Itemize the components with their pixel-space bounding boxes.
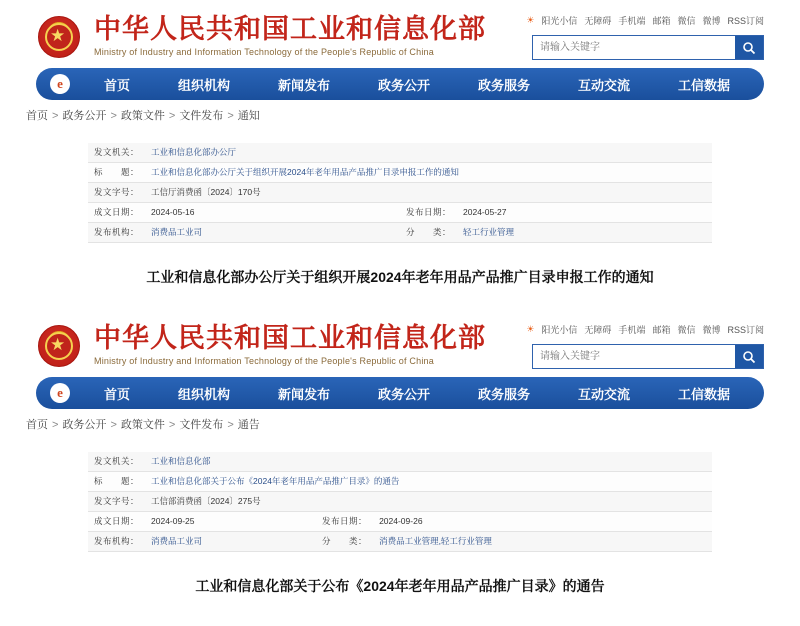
breadcrumb-item-4[interactable]: 文件发布 (179, 419, 224, 431)
search-input[interactable] (533, 36, 735, 59)
table-row (88, 452, 712, 472)
nav-item-organization[interactable]: 组织机构 (177, 386, 230, 402)
search-button[interactable] (735, 345, 763, 368)
top-link-mail[interactable]: 邮箱 (652, 16, 671, 26)
document-meta-wrapper (0, 143, 800, 243)
nav-item-interaction[interactable]: 互动交流 (577, 386, 630, 402)
top-link-weibo[interactable]: 微博 (702, 16, 721, 26)
top-links-2 (526, 323, 764, 336)
breadcrumb-item-4[interactable]: 文件发布 (179, 110, 224, 122)
top-links (526, 14, 764, 27)
table-row (88, 532, 712, 552)
site-header (0, 0, 800, 68)
search-bar-2 (532, 344, 764, 369)
nav-item-government-affairs-open[interactable]: 政务公开 (377, 386, 430, 402)
nav-item-home[interactable]: 首页 (103, 77, 130, 93)
document-block-1 (0, 0, 800, 287)
nav-item-news[interactable]: 新闻发布 (277, 386, 330, 402)
site-header-2 (0, 309, 800, 377)
search-bar (532, 35, 764, 60)
document-meta-table-2 (88, 452, 712, 552)
header-utility-area-2 (526, 323, 764, 369)
top-link-rss[interactable]: RSS订阅 (727, 325, 764, 335)
breadcrumb-item-5: 通告 (237, 419, 260, 431)
top-link-accessibility[interactable]: 无障碍 (584, 325, 612, 335)
meta-label-category: 分 类： (400, 223, 457, 243)
meta-value-publisher: 消费品工业司 (145, 223, 400, 243)
meta-label-title: 标 题： (88, 163, 145, 183)
site-title-cn: 中华人民共和国工业和信息化部 (94, 14, 486, 44)
main-nav-2 (36, 377, 764, 409)
breadcrumb-item-1[interactable]: 首页 (26, 419, 48, 431)
top-link-wechat[interactable]: 微信 (677, 16, 696, 26)
top-link-wechat[interactable]: 微信 (677, 325, 696, 335)
meta-value-issuer: 工业和信息化部办公厅 (145, 143, 712, 163)
search-icon (742, 41, 756, 55)
search-icon (742, 350, 756, 364)
meta-value-completed-date: 2024-09-25 (145, 512, 316, 532)
top-link-accessibility[interactable]: 无障碍 (584, 16, 612, 26)
block-divider (0, 287, 800, 309)
miit-logo-icon: e (50, 74, 70, 94)
nav-item-data[interactable]: 工信数据 (677, 386, 730, 402)
sun-icon: ☀ (526, 15, 535, 25)
table-row (88, 223, 712, 243)
meta-label-publish-date: 发布日期： (316, 512, 373, 532)
table-row (88, 143, 712, 163)
meta-label-docnumber: 发文字号： (88, 492, 145, 512)
top-link-sunshine[interactable]: 阳光小信 (541, 325, 578, 335)
site-title-cn: 中华人民共和国工业和信息化部 (94, 323, 486, 353)
meta-label-publisher: 发布机构： (88, 532, 145, 552)
meta-value-category: 消费品工业管理,轻工行业管理 (373, 532, 712, 552)
breadcrumb-item-2[interactable]: 政务公开 (62, 110, 107, 122)
breadcrumb-2: 首页 > 政务公开 > 政策文件 > 文件发布 > 通告 (26, 419, 260, 431)
meta-label-title: 标 题： (88, 472, 145, 492)
top-link-rss[interactable]: RSS订阅 (727, 16, 764, 26)
top-link-weibo[interactable]: 微博 (702, 325, 721, 335)
meta-value-category: 轻工行业管理 (457, 223, 712, 243)
nav-item-interaction[interactable]: 互动交流 (577, 77, 630, 93)
meta-label-publish-date: 发布日期： (400, 203, 457, 223)
site-title-group (94, 12, 486, 57)
meta-label-publisher: 发布机构： (88, 223, 145, 243)
miit-logo-icon: e (50, 383, 70, 403)
breadcrumb: 首页 > 政务公开 > 政策文件 > 文件发布 > 通知 (26, 110, 260, 122)
table-row (88, 183, 712, 203)
breadcrumb-item-3[interactable]: 政策文件 (120, 110, 165, 122)
nav-wrapper (0, 68, 800, 100)
header-utility-area (526, 14, 764, 60)
site-title-en: Ministry of Industry and Information Technology of the People's Republic of China (94, 356, 434, 366)
meta-label-issuer: 发文机关： (88, 143, 145, 163)
meta-value-docnumber: 工信厅消费函〔2024〕170号 (145, 183, 712, 203)
nav-item-government-services[interactable]: 政务服务 (477, 77, 530, 93)
site-title-en: Ministry of Industry and Information Technology of the People's Republic of China (94, 47, 434, 57)
breadcrumb-item-1[interactable]: 首页 (26, 110, 48, 122)
meta-label-completed-date: 成文日期： (88, 512, 145, 532)
nav-item-home[interactable]: 首页 (103, 386, 130, 402)
top-link-sunshine[interactable]: 阳光小信 (541, 16, 578, 26)
meta-label-docnumber: 发文字号： (88, 183, 145, 203)
table-row (88, 492, 712, 512)
meta-value-completed-date: 2024-05-16 (145, 203, 400, 223)
breadcrumb-item-2[interactable]: 政务公开 (62, 419, 107, 431)
top-link-mobile[interactable]: 手机端 (618, 16, 646, 26)
document-title-2: 工业和信息化部关于公布《2024年老年用品产品推广目录》的通告 (195, 578, 605, 594)
table-row (88, 203, 712, 223)
sun-icon: ☀ (526, 324, 535, 334)
search-input[interactable] (533, 345, 735, 368)
nav-item-government-services[interactable]: 政务服务 (477, 386, 530, 402)
table-row (88, 163, 712, 183)
document-meta-wrapper-2 (0, 452, 800, 552)
nav-item-organization[interactable]: 组织机构 (177, 77, 230, 93)
document-block-2 (0, 309, 800, 596)
main-nav (36, 68, 764, 100)
meta-value-publish-date: 2024-09-26 (373, 512, 712, 532)
top-link-mail[interactable]: 邮箱 (652, 325, 671, 335)
meta-value-title: 工业和信息化部办公厅关于组织开展2024年老年用品产品推广目录申报工作的通知 (145, 163, 712, 183)
site-title-group-2 (94, 321, 486, 366)
search-button[interactable] (735, 36, 763, 59)
table-row (88, 512, 712, 532)
breadcrumb-item-5: 通知 (237, 110, 260, 122)
meta-value-docnumber: 工信部消费函〔2024〕275号 (145, 492, 712, 512)
nav-wrapper-2 (0, 377, 800, 409)
national-emblem-icon: ★ (36, 14, 82, 60)
national-emblem-icon: ★ (36, 323, 82, 369)
nav-item-news[interactable]: 新闻发布 (277, 77, 330, 93)
meta-label-category: 分 类： (316, 532, 373, 552)
document-title: 工业和信息化部办公厅关于组织开展2024年老年用品产品推广目录申报工作的通知 (146, 269, 654, 285)
breadcrumb-item-3[interactable]: 政策文件 (120, 419, 165, 431)
meta-label-completed-date: 成文日期： (88, 203, 145, 223)
meta-value-issuer: 工业和信息化部 (145, 452, 712, 472)
meta-value-publisher: 消费品工业司 (145, 532, 316, 552)
top-link-mobile[interactable]: 手机端 (618, 325, 646, 335)
document-meta-table (88, 143, 712, 243)
meta-value-publish-date: 2024-05-27 (457, 203, 712, 223)
nav-item-government-affairs-open[interactable]: 政务公开 (377, 77, 430, 93)
meta-value-title: 工业和信息化部关于公布《2024年老年用品产品推广目录》的通告 (145, 472, 712, 492)
table-row (88, 472, 712, 492)
meta-label-issuer: 发文机关： (88, 452, 145, 472)
nav-item-data[interactable]: 工信数据 (677, 77, 730, 93)
